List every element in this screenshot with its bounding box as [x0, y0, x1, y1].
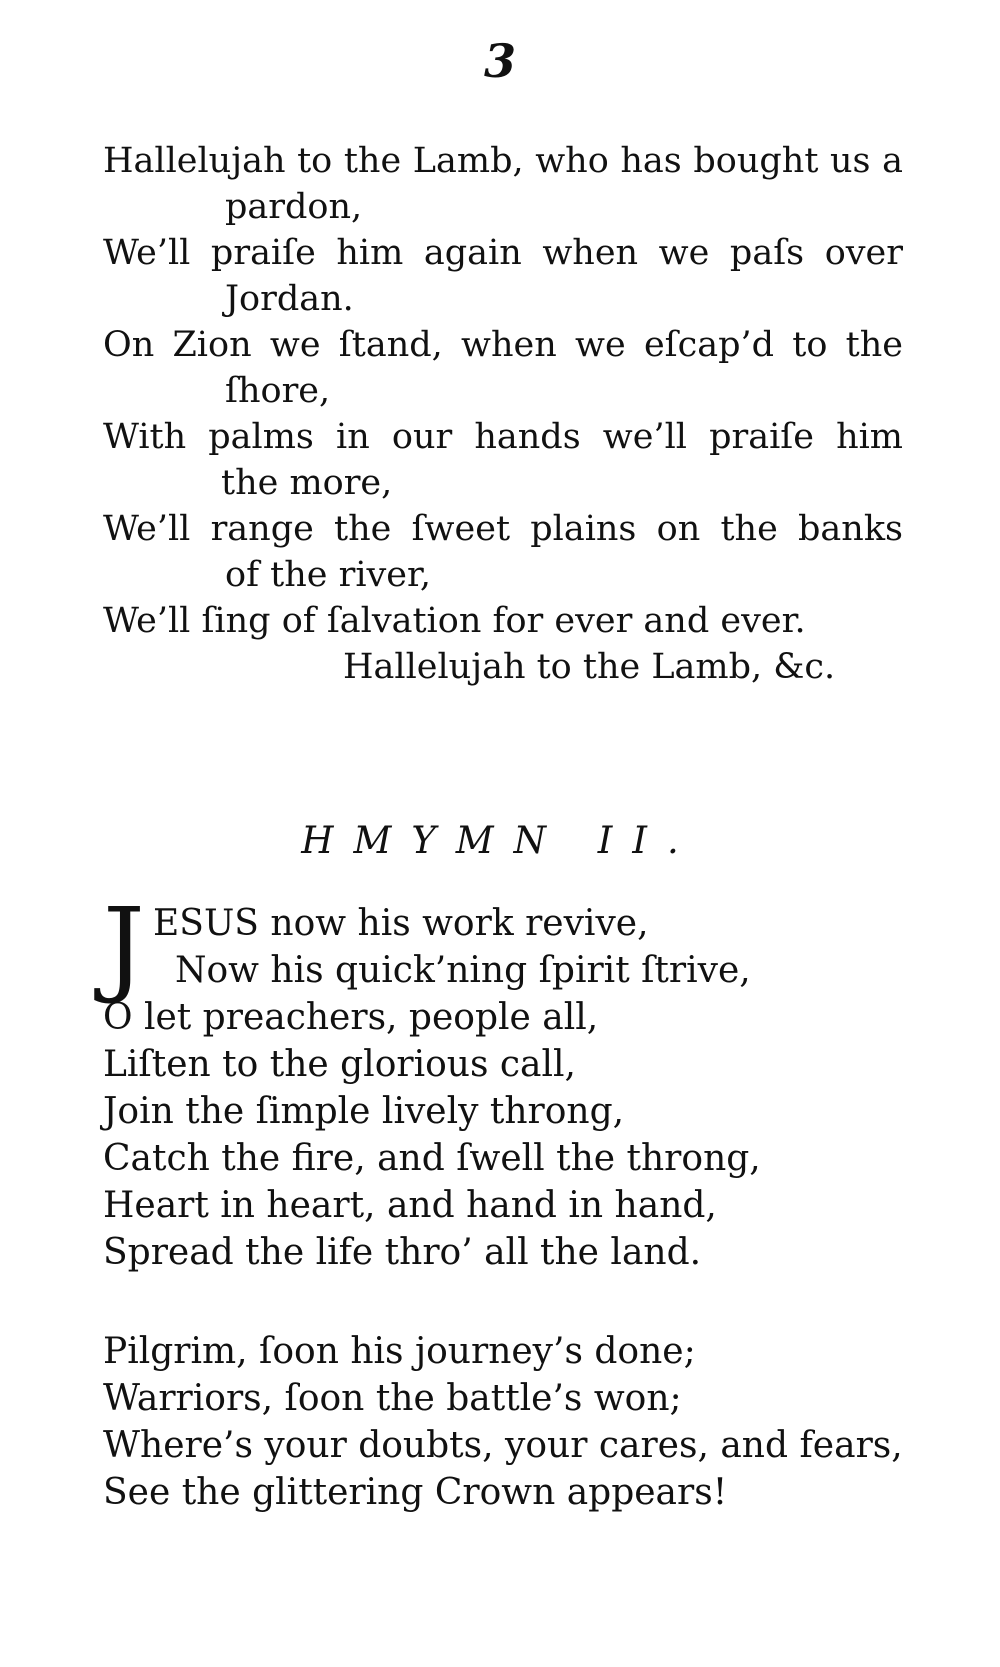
verse-line: We’ll ſing of ſalvation for ever and ever. — [103, 601, 806, 641]
dropcap-letter: J — [103, 885, 145, 1007]
chorus-line: Hallelujah to the Lamb, &c. — [343, 647, 836, 687]
verse-line: See the glittering Crown appears! — [103, 1472, 728, 1513]
verse-line: On Zion we ſtand, when we eſcap’d to the — [103, 325, 903, 365]
verse-line: Warriors, ſoon the battle’s won; — [103, 1378, 682, 1419]
verse-line: pardon, — [225, 187, 363, 227]
verse-line: of the river, — [225, 555, 432, 595]
verse-line: the more, — [221, 463, 393, 503]
verse-line: O let preachers, people all, — [103, 997, 599, 1038]
verse-line: Join the ſimple lively throng, — [103, 1091, 625, 1132]
verse-line: Pilgrim, ſoon his journey’s done; — [103, 1331, 696, 1372]
verse-line: Hallelujah to the Lamb, who has bought us a — [103, 141, 903, 181]
verse-line: Catch the fire, and ſwell the throng, — [103, 1138, 761, 1179]
verse-line: Jordan. — [225, 279, 354, 319]
verse-line: We’ll praiſe him again when we paſs over — [103, 233, 903, 273]
verse-line: Spread the life thro’ all the land. — [103, 1232, 702, 1273]
verse-line: ſhore, — [225, 371, 331, 411]
verse-line: Where’s your doubts, your cares, and fears, — [103, 1425, 903, 1466]
verse-line: Heart in heart, and hand in hand, — [103, 1185, 717, 1226]
verse-line: Liſten to the glorious call, — [103, 1044, 576, 1085]
page-number: 3 — [483, 34, 516, 88]
hymn-title: HMYMN II. — [301, 819, 699, 862]
chorus-stanza — [103, 138, 903, 690]
verse-line: We’ll range the ſweet plains on the banks — [103, 509, 903, 549]
hymn-stanza-2 — [103, 1328, 903, 1516]
dropcap-block — [103, 885, 903, 1007]
verse-line: ESUS now his work revive, — [153, 903, 649, 944]
verse-line: With palms in our hands we’ll praiſe him — [103, 417, 903, 457]
hymn-stanza-1 — [103, 885, 903, 1276]
verse-line: Now his quick’ning ſpirit ſtrive, — [175, 950, 751, 991]
